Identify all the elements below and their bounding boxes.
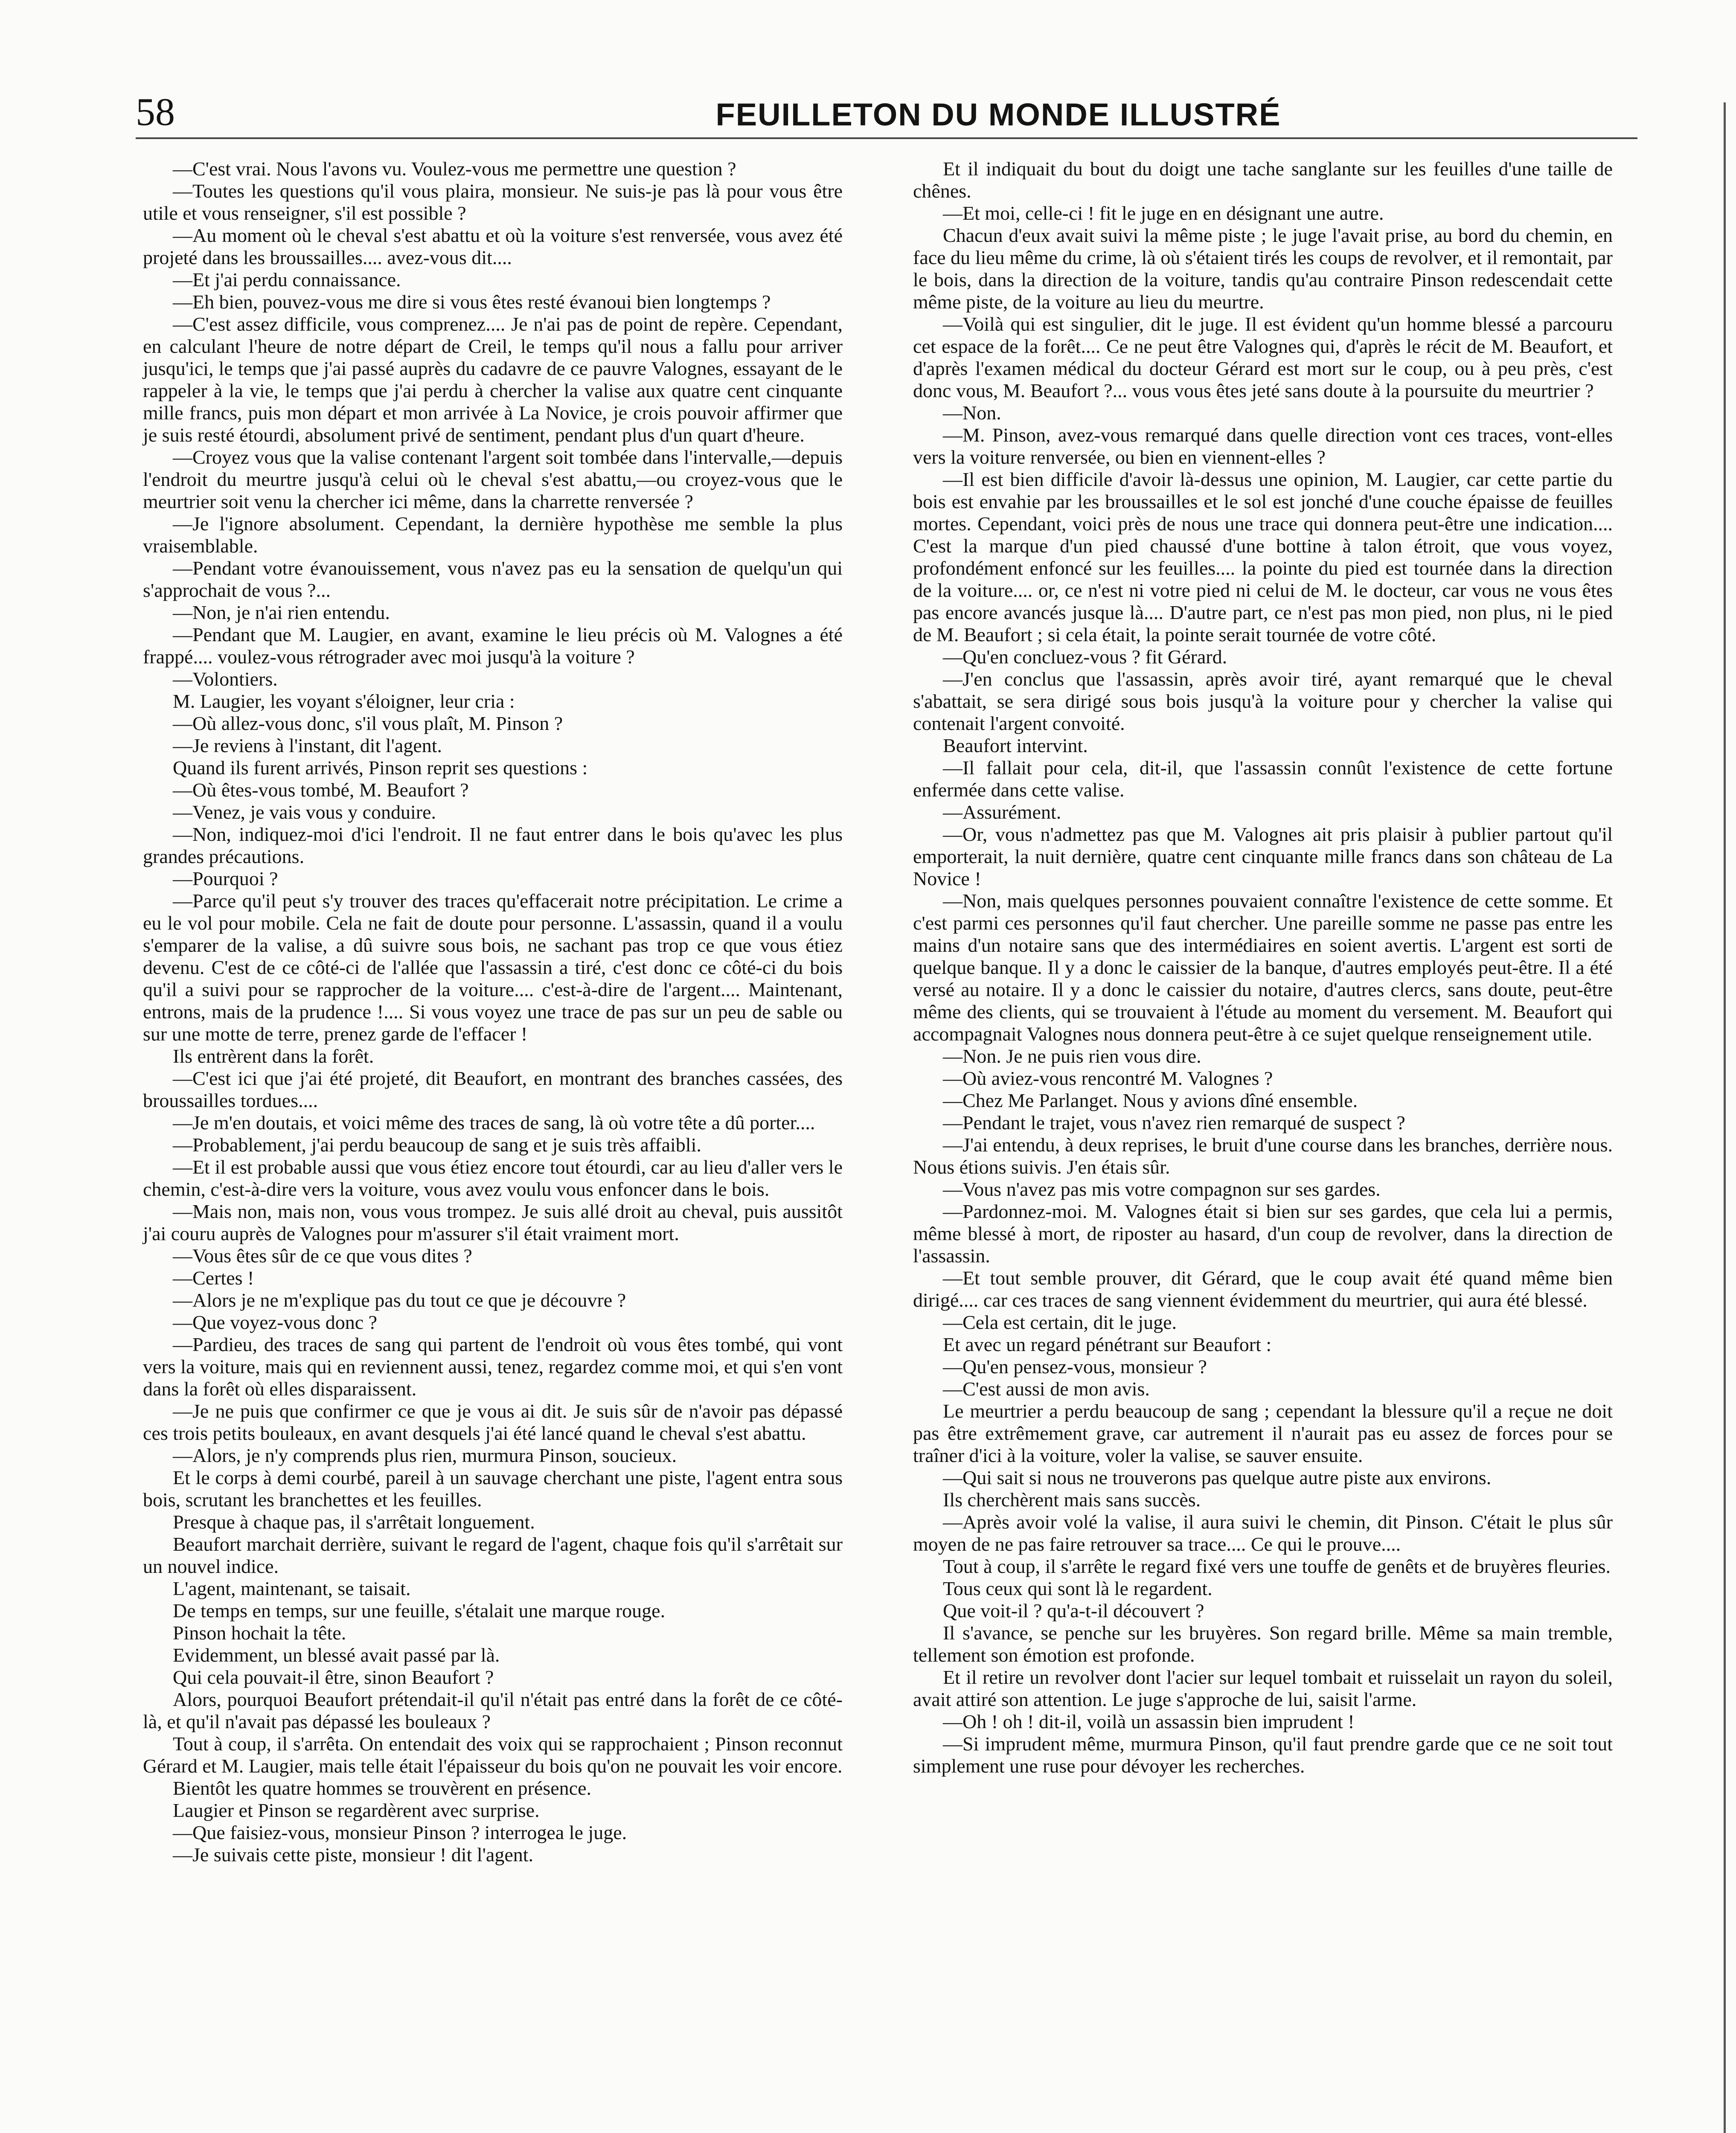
paragraph: —Et tout semble prouver, dit Gérard, que le coup avait été quand même bien dirigé.... car ces traces de sang viennent évidemment du meurtrier, qui aura été blessé. [913,1267,1613,1311]
paragraph: —Si imprudent même, murmura Pinson, qu'il faut prendre garde que ce ne soit tout simplement une ruse pour dévoyer les recherches. [913,1733,1613,1777]
paragraph: —Où allez-vous donc, s'il vous plaît, M. Pinson ? [173,712,563,734]
paragraph: M. Laugier, les voyant s'éloigner, leur cria : [173,690,515,712]
paragraph: —Croyez vous que la valise contenant l'argent soit tombée dans l'intervalle,—depuis l'endroit du meurtre jusqu'à celui où le cheval s'est abattu,—ou croyez-vous que le meurtrier soit venu la chercher ici même, dans la charrette renversée ? [143,446,843,512]
paragraph: —Il fallait pour cela, dit-il, que l'assassin connût l'existence de cette fortune enfermée dans cette valise. [913,757,1613,801]
paragraph: —C'est assez difficile, vous comprenez.... Je n'ai pas de point de repère. Cependant, en calculant l'heure de notre départ de Creil, le temps qu'il nous a fallu pour arriver jusqu'ici, le temps que j'ai passé auprès du cadavre de ce pauvre Valognes, essayant de le rappeler à la vie, le temps que j'ai perdu à chercher la valise aux quatre cent cinquante mille francs, puis mon départ et mon arrivée à La Novice, je crois pouvoir affirmer que je suis resté étourdi, absolument privé de sentiment, pendant plus d'un quart d'heure. [143,313,843,446]
paragraph: —Toutes les questions qu'il vous plaira, monsieur. Ne suis-je pas là pour vous être utile et vous renseigner, s'il est possible ? [143,180,843,224]
paragraph: Le meurtrier a perdu beaucoup de sang ; cependant la blessure qu'il a reçue ne doit pas être extrêmement grave, car autrement il n'aurait pas eu assez de forces pour se traîner d'ici à la voiture, voler la valise, se sauver ensuite. [913,1400,1613,1466]
paragraph: Tous ceux qui sont là le regardent. [943,1578,1213,1599]
page-number: 58 [136,90,175,134]
paragraph: —Or, vous n'admettez pas que M. Valognes ait pris plaisir à publier partout qu'il emporterait, la nuit dernière, quatre cent cinquante mille francs dans son château de La Novice ! [913,823,1613,889]
paragraph: —Où aviez-vous rencontré M. Valognes ? [943,1067,1273,1089]
paragraph: —Après avoir volé la valise, il aura suivi le chemin, dit Pinson. C'était le plus sûr moyen de ne pas faire retrouver sa trace.... Ce qui le prouve.... [913,1511,1613,1555]
paragraph: —Non, mais quelques personnes pouvaient connaître l'existence de cette somme. Et c'est parmi ces personnes qu'il faut chercher. Une pareille somme ne passe pas entre les mains d'un notaire sans que des intermédiaires en soient avertis. L'argent est sorti de quelque banque. Il y a donc le caissier de la banque, d'autres employés peut-être. Il a été versé au notaire. Il y a donc le caissier du notaire, d'autres clercs, sans doute, peut-être même des clients, qui se trouvaient à l'étude au moment du versement. M. Beaufort qui accompagnait Valognes nous donnera peut-être à ce sujet quelque renseignement utile. [913,890,1613,1045]
paragraph: —Volontiers. [173,668,278,690]
paragraph: —C'est aussi de mon avis. [943,1378,1150,1400]
paragraph: —Venez, je vais vous y conduire. [173,801,436,823]
paragraph: —Cela est certain, dit le juge. [943,1311,1177,1333]
paragraph: —Et j'ai perdu connaissance. [173,269,401,291]
paragraph: —Je reviens à l'instant, dit l'agent. [173,735,442,756]
paragraph: Et le corps à demi courbé, pareil à un sauvage cherchant une piste, l'agent entra sous bois, scrutant les branchettes et les feuilles. [143,1467,843,1511]
paragraph: —Pendant votre évanouissement, vous n'avez pas eu la sensation de quelqu'un qui s'approchait de vous ?... [143,557,843,601]
paragraph: —Qui sait si nous ne trouverons pas quelque autre piste aux environs. [943,1467,1492,1488]
paragraph: —Et il est probable aussi que vous étiez encore tout étourdi, car au lieu d'aller vers le chemin, c'est-à-dire vers la voiture, vous avez voulu vous enfoncer dans le bois. [143,1156,843,1200]
paragraph: —Qu'en concluez-vous ? fit Gérard. [943,646,1227,668]
paragraph: Evidemment, un blessé avait passé par là. [173,1644,500,1666]
paragraph: —Pendant que M. Laugier, en avant, examine le lieu précis où M. Valognes a été frappé.... voulez-vous rétrograder avec moi jusqu'à la voiture ? [143,624,843,668]
paragraph: —Pourquoi ? [173,868,278,889]
paragraph: —Il est bien difficile d'avoir là-dessus une opinion, M. Laugier, car cette partie du bois est envahie par les broussailles et le sol est jonché d'une couche épaisse de feuilles mortes. Cependant, voici près de nous une trace qui donnera peut-être une indication.... C'est la marque d'un pied chaussé d'une bottine à talon étroit, que vous voyez, profondément enfoncé sur les feuilles.... la pointe du pied est tournée dans la direction de la voiture.... or, ce n'est ni votre pied ni celui de M. le docteur, car vous ne vous êtes pas encore avancés jusque là.... D'autre part, ce n'est pas mon pied, non plus, ni le pied de M. Beaufort ; si cela était, la pointe serait tournée de votre côté. [913,468,1613,645]
paragraph: Tout à coup, il s'arrête le regard fixé vers une touffe de genêts et de bruyères fleuries. [943,1555,1611,1577]
paragraph: —Mais non, mais non, vous vous trompez. Je suis allé droit au cheval, puis aussitôt j'ai couru auprès de Valognes pour m'assurer s'il était vraiment mort. [143,1200,843,1244]
paragraph: —Que voyez-vous donc ? [173,1311,378,1333]
paragraph: Chacun d'eux avait suivi la même piste ; le juge l'avait prise, au bord du chemin, en face du lieu même du crime, là où s'étaient tirés les coups de revolver, et il remontait, par le bois, dans la direction de la voiture, tandis qu'au contraire Pinson redescendait cette même piste, de la voiture au lieu du meurtre. [913,224,1613,313]
paragraph: L'agent, maintenant, se taisait. [173,1578,411,1599]
paragraph: —Où êtes-vous tombé, M. Beaufort ? [173,779,469,801]
paragraph: —Pardonnez-moi. M. Valognes était si bien sur ses gardes, que cela lui a permis, même blessé à mort, de riposter au hasard, d'un coup de revolver, dans la direction de l'assassin. [913,1200,1613,1267]
paragraph: —Certes ! [173,1267,254,1289]
paragraph: Ils entrèrent dans la forêt. [173,1045,374,1067]
paragraph: —Non, je n'ai rien entendu. [173,602,390,623]
paragraph: —M. Pinson, avez-vous remarqué dans quelle direction vont ces traces, vont-elles vers la voiture renversée, ou bien en viennent-elles ? [913,424,1613,468]
paragraph: —Je l'ignore absolument. Cependant, la dernière hypothèse me semble la plus vraisemblable. [143,513,843,557]
paragraph: —Eh bien, pouvez-vous me dire si vous êtes resté évanoui bien longtemps ? [173,291,771,313]
paragraph: —Je m'en doutais, et voici même des traces de sang, là où votre tête a dû porter.... [173,1112,815,1133]
paragraph: —Alors je ne m'explique pas du tout ce que je découvre ? [173,1289,626,1311]
paragraph: —J'en conclus que l'assassin, après avoir tiré, ayant remarqué que le cheval s'abattait, se sera dirigé sous bois jusqu'à la voiture pour y chercher la valise qui contenait l'argent convoité. [913,668,1613,734]
paragraph: —Assurément. [943,801,1061,823]
paragraph: —C'est ici que j'ai été projeté, dit Beaufort, en montrant des branches cassées, des broussailles tordues.... [143,1067,843,1111]
right-text-column [913,158,1613,1777]
paragraph: —Voilà qui est singulier, dit le juge. Il est évident qu'un homme blessé a parcouru cet espace de la forêt.... Ce ne peut être Valognes qui, d'après le récit de M. Beaufort, et d'après l'examen médical du docteur Gérard est mort sur le coup, ou à peu près, c'est donc vous, M. Beaufort ?... vous vous êtes jeté sans doute à la poursuite du meurtrier ? [913,313,1613,401]
paragraph: —Non, indiquez-moi d'ici l'endroit. Il ne faut entrer dans le bois qu'avec les plus grandes précautions. [143,823,843,867]
paragraph: —Probablement, j'ai perdu beaucoup de sang et je suis très affaibli. [173,1134,701,1156]
paragraph: —Au moment où le cheval s'est abattu et où la voiture s'est renversée, vous avez été projeté dans les broussailles.... avez-vous dit.... [143,224,843,268]
paragraph: —Et moi, celle-ci ! fit le juge en en désignant une autre. [943,202,1384,224]
paragraph: —Non. Je ne puis rien vous dire. [943,1045,1201,1067]
paragraph: Que voit-il ? qu'a-t-il découvert ? [943,1600,1204,1622]
paragraph: Il s'avance, se penche sur les bruyères. Son regard brille. Même sa main tremble, tellement son émotion est profonde. [913,1622,1613,1666]
paragraph: Laugier et Pinson se regardèrent avec surprise. [173,1799,540,1821]
paragraph: —Pendant le trajet, vous n'avez rien remarqué de suspect ? [943,1112,1405,1133]
paragraph: De temps en temps, sur une feuille, s'étalait une marque rouge. [173,1600,666,1622]
paragraph: —Non. [943,402,1001,424]
running-head: FEUILLETON DU MONDE ILLUSTRÉ [715,97,1281,132]
paragraph: Et il indiquait du bout du doigt une tache sanglante sur les feuilles d'une taille de chênes. [913,158,1613,202]
paragraph: Bientôt les quatre hommes se trouvèrent en présence. [173,1777,592,1799]
paragraph: —Parce qu'il peut s'y trouver des traces qu'effacerait notre précipitation. Le crime a eu le vol pour mobile. Cela ne fait de doute pour personne. L'assassin, quand il a voulu s'emparer de la valise, a dû suivre sous bois, ne sachant pas trop ce que vous étiez devenu. C'est de ce côté-ci de l'allée que l'assassin a tiré, c'est donc ce côté-ci du bois qu'il a suivi pour se rapprocher de la voiture.... c'est-à-dire de l'argent.... Maintenant, entrons, mais de la prudence !.... Si vous voyez une trace de pas sur un peu de sable ou sur une motte de terre, prenez garde de l'effacer ! [143,890,843,1045]
paragraph: —J'ai entendu, à deux reprises, le bruit d'une course dans les branches, derrière nous. Nous étions suivis. J'en étais sûr. [913,1134,1613,1178]
header-rule [136,137,1637,139]
paragraph: Presque à chaque pas, il s'arrêtait longuement. [173,1511,535,1533]
paragraph: Et il retire un revolver dont l'acier sur lequel tombait et ruisselait un rayon du soleil, avait attiré son attention. Le juge s'approche de lui, saisit l'arme. [913,1666,1613,1710]
paragraph: Qui cela pouvait-il être, sinon Beaufort ? [173,1666,494,1688]
paragraph: Et avec un regard pénétrant sur Beaufort : [943,1334,1272,1355]
paragraph: Quand ils furent arrivés, Pinson reprit ses questions : [173,757,588,779]
paragraph: Pinson hochait la tête. [173,1622,346,1644]
paragraph: —Alors, je n'y comprends plus rien, murmura Pinson, soucieux. [173,1444,677,1466]
left-text-column [143,158,843,1866]
paragraph: Tout à coup, il s'arrêta. On entendait des voix qui se rapprochaient ; Pinson reconnut Gérard et M. Laugier, mais telle était l'épaisseur du bois qu'on ne pouvait les voir encore. [143,1733,843,1777]
paragraph: Alors, pourquoi Beaufort prétendait-il qu'il n'était pas entré dans la forêt de ce côté-là, et qu'il n'avait pas dépassé les bouleaux ? [143,1688,843,1732]
paragraph: —Je suivais cette piste, monsieur ! dit l'agent. [173,1844,534,1866]
paragraph: —Qu'en pensez-vous, monsieur ? [943,1356,1207,1377]
paragraph: —Chez Me Parlanget. Nous y avions dîné ensemble. [943,1090,1358,1111]
paragraph: —Vous êtes sûr de ce que vous dites ? [173,1245,472,1267]
paragraph: —C'est vrai. Nous l'avons vu. Voulez-vous me permettre une question ? [173,158,736,180]
paragraph: Ils cherchèrent mais sans succès. [943,1489,1201,1511]
paragraph: Beaufort intervint. [943,735,1088,756]
paragraph: —Que faisiez-vous, monsieur Pinson ? interrogea le juge. [173,1822,627,1843]
margin-rule [1724,102,1726,2133]
paragraph: —Vous n'avez pas mis votre compagnon sur ses gardes. [943,1178,1381,1200]
paragraph: —Oh ! oh ! dit-il, voilà un assassin bien imprudent ! [943,1711,1355,1732]
paragraph: Beaufort marchait derrière, suivant le regard de l'agent, chaque fois qu'il s'arrêtait sur un nouvel indice. [143,1533,843,1577]
paragraph: —Pardieu, des traces de sang qui partent de l'endroit où vous êtes tombé, qui vont vers la voiture, mais qui en reviennent aussi, tenez, regardez comme moi, et qui s'en vont dans la forêt où elles disparaissent. [143,1334,843,1400]
paragraph: —Je ne puis que confirmer ce que je vous ai dit. Je suis sûr de n'avoir pas dépassé ces trois petits bouleaux, en avant desquels j'ai été lancé quand le cheval s'est abattu. [143,1400,843,1444]
